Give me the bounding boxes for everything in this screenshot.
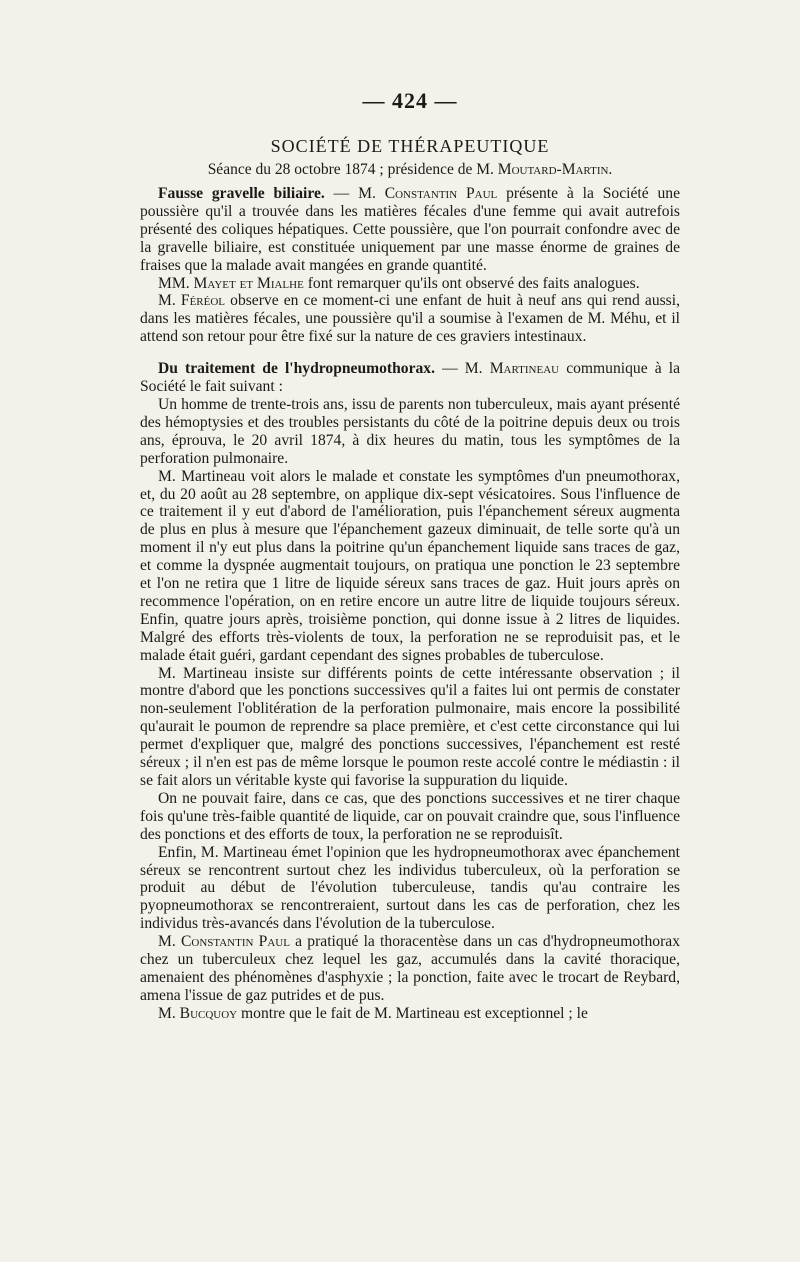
paragraph-text: communique à la Société le fait suivant : (140, 360, 681, 396)
document-page (140, 88, 680, 1023)
speaker-name: Constantin Paul (180, 933, 290, 951)
paragraph-text: M. Martineau insiste sur différents points de cette intéressante observation ; il montre d'abord que les ponctions successives qu'il a faites lui ont permis de constater non-seulement l'oblitération de la perforation pulmonaire, mais encore la possibilité qu'aurait le poumon de reprendre sa place première, et c'est cette circonstance qui lui permet d'expliquer que, malgré des ponctions successives, l'épanchement est resté séreux ; il n'en est pas de même lorsque le poumon reste accolé contre le médiastin : il se fait alors un véritable kyste qui favorise la suppuration du liquide. (140, 664, 680, 789)
paragraph-text: Un homme de trente-trois ans, issu de parents non tuberculeux, mais ayant présenté des hémoptysies et des troubles persistants du côté de la poitrine depuis deux ou trois ans, éprouva, le 20 avril 1874, à dix heures du matin, tous les symptômes de la perforation pulmonaire. (140, 395, 680, 467)
paragraph-2 (140, 275, 680, 293)
paragraph-3 (140, 292, 680, 346)
paragraph-lead: — M. (324, 185, 385, 202)
paragraph-lead: M. (158, 1004, 180, 1022)
paragraph-text: Enfin, M. Martineau émet l'opinion que les hydropneumothorax avec épanchement séreux se rencontrent surtout chez les individus tuberculeux, où la perforation se produit au début de l'évolution tuberculeuse, tandis qu'au contraire les pyopneumothorax se rencontreraient, surtout dans les cas de perforation, chez les individus très-avancés dans l'évolution de la tuberculose. (140, 843, 680, 933)
paragraph-lead: MM. (158, 274, 194, 292)
speaker-name: Martineau (489, 360, 560, 378)
session-line (140, 161, 680, 179)
paragraph-text: font remarquer qu'ils ont observé des faits analogues. (303, 274, 640, 292)
paragraph-6 (140, 468, 680, 665)
page-number: — 424 — (140, 88, 680, 114)
paragraph-heading: Fausse gravelle biliaire. (158, 185, 325, 202)
paragraph-1 (140, 185, 680, 275)
paragraph-9 (140, 844, 680, 934)
paragraph-4 (140, 360, 680, 396)
speaker-name: Constantin Paul (384, 185, 498, 202)
speaker-name: Féréol (180, 292, 226, 310)
paragraph-5 (140, 396, 680, 468)
paragraph-text: M. Martineau voit alors le malade et constate les symptômes d'un pneumothorax, et, du 20 août au 28 septembre, on applique dix-sept vésicatoires. Sous l'influence de ce traitement il y eut d'abord de l'amélioration, puis l'épanchement séreux augmenta de plus en plus à mesure que l'épanchement gazeux diminuait, de telle sorte qu'à un moment il n'y eut plus dans la poitrine qu'un épanchement liquide sans traces de gaz, et comme la dyspnée augmentait toujours, on pratiqua une ponction le 23 septembre et l'on ne retira que 1 litre de liquide séreux sans traces de gaz. Huit jours après on recommence l'opération, on en retire encore un autre litre de liquide toujours séreux. Enfin, quatre jours après, troisième ponction, qui donne issue à 2 litres de liquides. Malgré des efforts très-violents de toux, la perforation ne se reproduisit pas, et le malade était guéri, gardant cependant des signes probables de tuberculose. (140, 467, 680, 664)
spacer (140, 346, 680, 360)
paragraph-lead: M. (158, 292, 181, 310)
paragraph-text: observe en ce moment-ci une enfant de huit à neuf ans qui rend aussi, dans les matières fécales, une poussière qu'il a soumise à l'examen de M. Méhu, et il attend son retour pour être fixé sur la nature de ces graviers intestinaux. (140, 292, 680, 346)
paragraph-11 (140, 1005, 680, 1023)
speaker-name: Mayet et Mialhe (193, 274, 304, 292)
paragraph-lead: M. (158, 933, 181, 951)
speaker-name: Bucquoy (179, 1004, 238, 1022)
section-heading: SOCIÉTÉ DE THÉRAPEUTIQUE (270, 136, 550, 156)
paragraph-10 (140, 933, 680, 1005)
paragraph-7 (140, 665, 680, 790)
president-name: Moutard-Martin. (497, 161, 613, 178)
paragraph-text: On ne pouvait faire, dans ce cas, que des ponctions successives et ne tirer chaque fois qu'une très-faible quantité de liquide, car on pouvait craindre que, sous l'influence des ponctions et des efforts de toux, la perforation ne se reproduisît. (140, 789, 680, 843)
paragraph-text: présente à la Société une poussière qu'il a trouvée dans les matières fécales d'une femme qui avait autrefois présenté des coliques hépatiques. Cette poussière, que l'on pourrait confondre avec de la gravelle biliaire, est constituée uniquement par une masse énorme de graines de fraises que la malade avait mangées en grande quantité. (140, 185, 680, 274)
paragraph-heading: Du traitement de l'hydropneumothorax. (158, 360, 436, 378)
paragraph-text: a pratiqué la thoracentèse dans un cas d'hydropneumothorax chez un tuberculeux chez lequel les gaz, accumulés dans la cavité thoracique, amenaient des phénomènes d'asphyxie ; la ponction, faite avec le trocart de Reybard, amena l'issue de gaz putrides et de pus. (140, 933, 680, 1004)
paragraph-8 (140, 790, 680, 844)
session-text: Séance du 28 octobre 1874 ; présidence de M. (207, 161, 494, 178)
paragraph-text: montre que le fait de M. Martineau est exceptionnel ; le (237, 1004, 588, 1022)
paragraph-lead: — M. (435, 360, 490, 378)
